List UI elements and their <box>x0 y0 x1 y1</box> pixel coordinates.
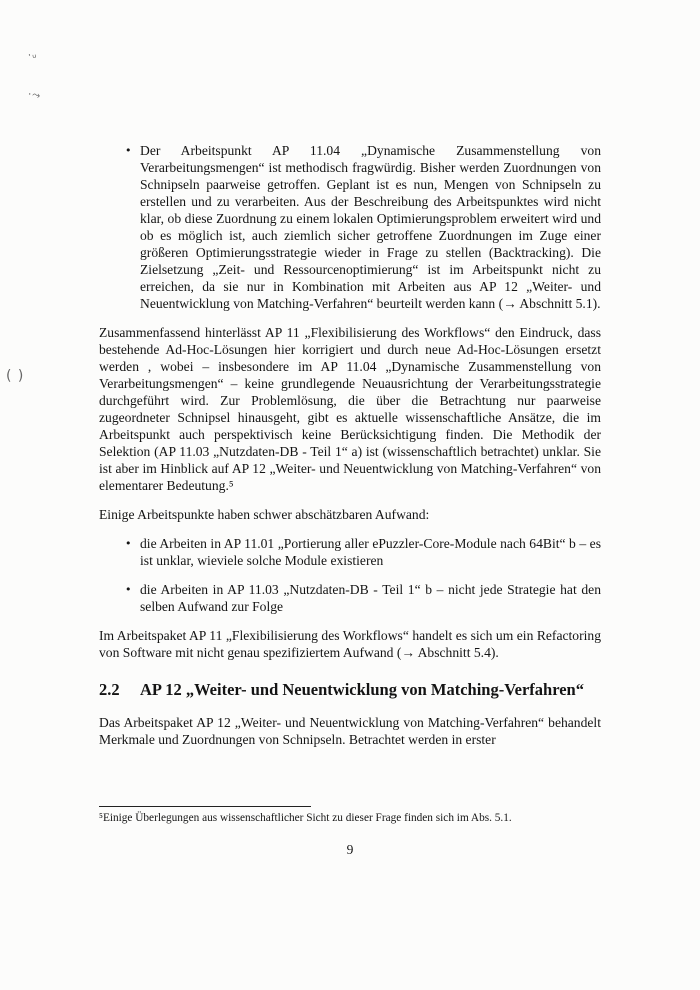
section-number: 2.2 <box>99 680 120 699</box>
section-heading-2-2 <box>99 679 601 700</box>
bullet-item-ap-11-03 <box>125 581 601 615</box>
scan-artifact-top-1: ·ᵤ <box>27 49 38 62</box>
bullet-text: die Arbeiten in AP 11.01 „Portierung aller ePuzzler-Core-Module nach 64Bit“ b – es ist unklar, wieviele solche Module existieren <box>140 536 601 568</box>
bullet-marker: • <box>125 583 132 596</box>
paragraph-effort-intro: Einige Arbeitspunkte haben schwer abschätzbaren Aufwand: <box>99 507 430 522</box>
scan-artifact-left: ( ) <box>6 368 25 384</box>
scan-artifact-top-2: ·⤳ <box>27 89 42 102</box>
footnote-rule <box>99 806 311 807</box>
bullet-text: die Arbeiten in AP 11.03 „Nutzdaten-DB - Teil 1“ b – nicht jede Strategie hat den selben Aufwand zur Folge <box>140 582 601 614</box>
section-title: AP 12 „Weiter- und Neuentwicklung von Matching-Verfahren“ <box>140 680 584 699</box>
bullet-item-ap-11-01 <box>125 535 601 569</box>
bullet-marker: • <box>125 537 132 550</box>
footnote-text: ⁵Einige Überlegungen aus wissenschaftlicher Sicht zu dieser Frage finden sich im Abs. 5.1. <box>99 812 512 824</box>
paragraph-refactoring: Im Arbeitspaket AP 11 „Flexibilisierung des Workflows“ handelt es sich um ein Refactoring von Software mit nicht genau spezifiziertem Aufwand (→ Abschnitt 5.4). <box>99 628 601 660</box>
bullet-item-ap-11-04 <box>125 142 601 312</box>
page-number: 9 <box>346 842 354 857</box>
footnote-block <box>99 806 601 825</box>
paragraph-summary: Zusammenfassend hinterlässt AP 11 „Flexibilisierung des Workflows“ den Eindruck, dass bestehende Ad-Hoc-Lösungen hier korrigiert und durch neue Ad-Hoc-Lösungen ersetzt werden , wobei – insbesondere im AP 11.04 „Dynamische Zusammenstellung von Verarbeitungsmengen“ – keine grundlegende Neuausrichtung der Verarbeitungsstrategie durchgeführt wird. Zur Problemlösung, die über die Betrachtung nur paarweise zugeordneter Schnipsel hinausgeht, gibt es aktuelle wissenschaftliche Ansätze, die im Arbeitspunkt auch perspektivisch keine Berücksichtigung finden. Die Methodik der Selektion (AP 11.03 „Nutzdaten-DB - Teil 1“ a) ist (wissenschaftlich betrachtet) unklar. Sie ist aber im Hinblick auf AP 12 „Weiter- und Neuentwicklung von Matching-Verfahren“ von elementarer Bedeutung.⁵ <box>99 325 601 493</box>
paragraph-ap12-intro: Das Arbeitspaket AP 12 „Weiter- und Neuentwicklung von Matching-Verfahren“ behandelt Merkmale und Zuordnungen von Schnipseln. Betrachtet werden in erster <box>99 715 601 747</box>
text-body <box>99 142 601 760</box>
bullet-text: Der Arbeitspunkt AP 11.04 „Dynamische Zusammenstellung von Verarbeitungsmengen“ ist methodisch fragwürdig. Bisher werden Zuordnungen von Schnipseln paarweise getroffen. Geplant ist es nun, Mengen von Schnipseln zu erstellen und zu verarbeiten. Aus der Beschreibung des Arbeitspunktes wird nicht klar, ob diese Zuordnung zu einem lokalen Optimierungsproblem erweitert wird und ob es möglich ist, auch ziemlich sicher getroffene Zuordnungen im Zuge einer größeren Optimierungsstrategie wieder in Frage zu stellen (Backtracking). Die Zielsetzung „Zeit- und Ressourcenoptimierung“ ist im Arbeitspunkt nicht zu erreichen, da sie nur in Kombination mit Arbeiten aus AP 12 „Weiter- und Neuentwicklung von Matching-Verfahren“ beurteilt werden kann (→ Abschnitt 5.1). <box>140 143 601 311</box>
bullet-marker: • <box>125 144 132 157</box>
